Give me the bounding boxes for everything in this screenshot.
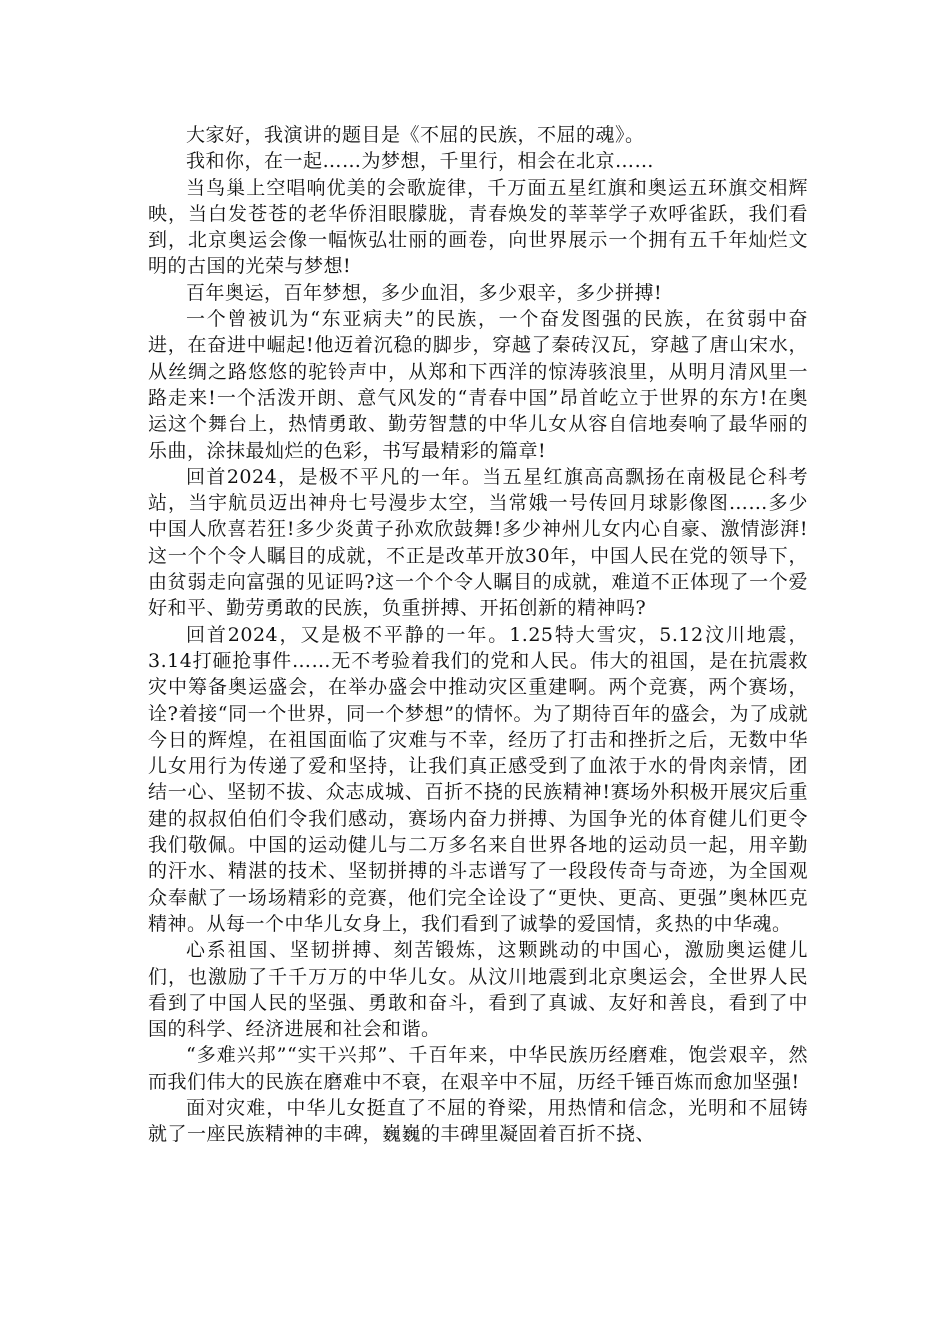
paragraph-6: 回首2024，是极不平凡的一年。当五星红旗高高飘扬在南极昆仑科考站，当宇航员迈出神舟七号漫步太空，当常娥一号传回月球影像图……多少中国人欣喜若狂!多少炎黄子孙欢欣鼓舞!多少神州儿女内心自豪、激情澎湃!这一个个令人瞩目的成就，不正是改革开放30年，中国人民在党的领导下，由贫弱走向富强的见证吗?这一个个令人瞩目的成就，难道不正体现了一个爱好和平、勤劳勇敢的民族，负重拼搏、开拓创新的精神吗? [148,465,808,620]
paragraph-4: 百年奥运，百年梦想，多少血泪，多少艰辛，多少拼搏! [186,281,663,304]
paragraph-3: 当鸟巢上空唱响优美的会歌旋律，千万面五星红旗和奥运五环旗交相辉映，当白发苍苍的老华侨泪眼朦胧，青春焕发的莘莘学子欢呼雀跃，我们看到，北京奥运会像一幅恢弘壮丽的画卷，向世界展示一个拥有五千年灿烂文明的古国的光荣与梦想! [148,176,808,278]
paragraph-5: 一个曾被讥为“东亚病夫”的民族，一个奋发图强的民族，在贫弱中奋进，在奋进中崛起!他迈着沉稳的脚步，穿越了秦砖汉瓦，穿越了唐山宋水，从丝绸之路悠悠的驼铃声中，从郑和下西洋的惊涛骇浪里，从明月清风里一路走来!一个活泼开朗、意气风发的“青春中国”昂首屹立于世界的东方!在奥运这个舞台上，热情勇敢、勤劳智慧的中华儿女从容自信地奏响了最华丽的乐曲，涂抹最灿烂的色彩，书写最精彩的篇章! [148,308,808,462]
paragraph-10: 面对灾难，中华儿女挺直了不屈的脊梁，用热情和信念，光明和不屈铸就了一座民族精神的丰碑，巍巍的丰碑里凝固着百折不挠、 [148,1096,808,1146]
paragraph-8: 心系祖国、坚韧拼搏、刻苦锻炼，这颗跳动的中国心，激励奥运健儿们，也激励了千千万万的中华儿女。从汶川地震到北京奥运会，全世界人民看到了中国人民的坚强、勇敢和奋斗，看到了真诚、友好和善良，看到了中国的科学、经济进展和社会和谐。 [148,939,808,1041]
paragraph-7: 回首2024，又是极不平静的一年。1.25特大雪灾，5.12汶川地震，3.14打砸抢事件……无不考验着我们的党和人民。伟大的祖国，是在抗震救灾中筹备奥运盛会，在举办盛会中推动灾区重建啊。两个竞赛，两个赛场，诠?着接“同一个世界，同一个梦想”的情怀。为了期待百年的盛会，为了成就今日的辉煌，在祖国面临了灾难与不幸，经历了打击和挫折之后，无数中华儿女用行为传递了爱和坚持，让我们真正感受到了血浓于水的骨肉亲情，团结一心、坚韧不拔、众志成城、百折不挠的民族精神!赛场外积极开展灾后重建的叔叔伯伯们令我们感动，赛场内奋力拼搏、为国争光的体育健儿们更令我们敬佩。中国的运动健儿与二万多名来自世界各地的运动员一起，用辛勤的汗水、精湛的技术、坚韧拼搏的斗志谱写了一段段传奇与奇迹，为全国观众奉献了一场场精彩的竞赛，他们完全诠设了“更快、更高、更强”奥林匹克精神。从每一个中华儿女身上，我们看到了诚挚的爱国情，炙热的中华魂。 [148,623,808,935]
paragraph-1: 大家好，我演讲的题目是《不屈的民族，不屈的魂》。 [186,124,645,146]
paragraph-9: “多难兴邦”“实干兴邦”、千百年来，中华民族历经磨难，饱尝艰辛，然而我们伟大的民族在磨难中不衰，在艰辛中不屈，历经千锤百炼而愈加坚强! [148,1044,808,1093]
paragraph-2: 我和你，在一起……为梦想，千里行，相会在北京…… [186,150,655,173]
speech-body [148,122,808,1148]
